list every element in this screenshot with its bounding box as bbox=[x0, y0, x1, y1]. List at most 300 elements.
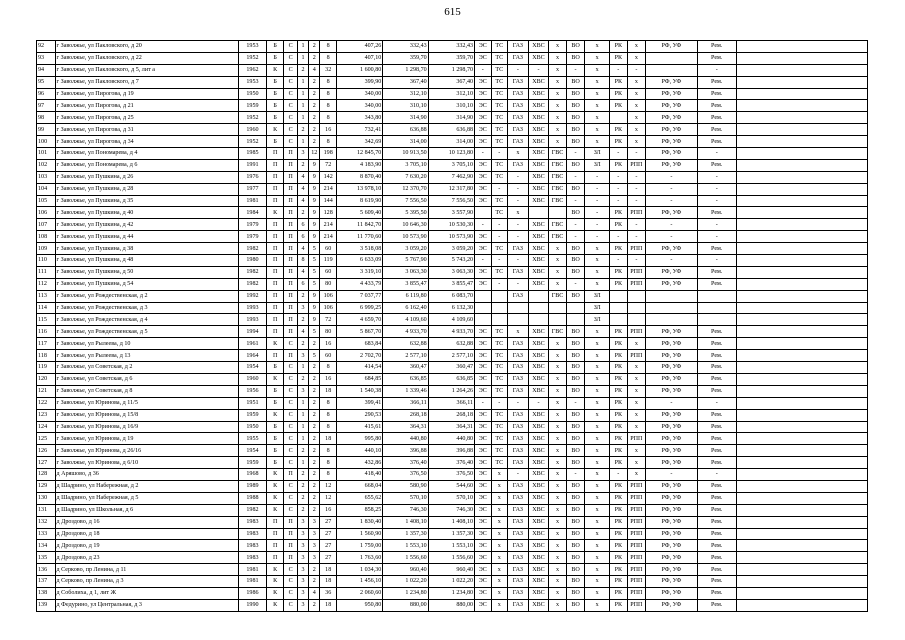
table-cell: ТС bbox=[491, 362, 507, 374]
table-cell: С bbox=[284, 385, 297, 397]
table-cell: К bbox=[266, 599, 284, 611]
table-cell: РФ, УФ bbox=[646, 76, 698, 88]
table-cell: Рем. bbox=[697, 528, 736, 540]
table-row bbox=[37, 41, 868, 53]
table-cell: Рем. bbox=[697, 41, 736, 53]
table-cell: - bbox=[610, 255, 628, 267]
table-cell: 1 556,60 bbox=[428, 552, 474, 564]
table-cell: 1994 bbox=[239, 326, 267, 338]
table-cell: ТС bbox=[491, 326, 507, 338]
table-cell: Рем. bbox=[697, 587, 736, 599]
table-cell: 198 bbox=[320, 148, 336, 160]
table-cell: 18 bbox=[320, 564, 336, 576]
table-cell: РК bbox=[610, 136, 628, 148]
table-cell: ГАЗ bbox=[508, 100, 529, 112]
table-cell: Б bbox=[266, 136, 284, 148]
table-cell: х bbox=[549, 480, 567, 492]
table-cell: 570,10 bbox=[383, 492, 428, 504]
table-cell: - bbox=[528, 64, 549, 76]
table-cell: ГВС bbox=[549, 231, 567, 243]
table-cell: ХВС bbox=[528, 338, 549, 350]
table-cell: х bbox=[585, 243, 610, 255]
table-cell: г Заволжье, ул Пушкина, д 48 bbox=[55, 255, 239, 267]
table-cell: х bbox=[585, 41, 610, 53]
table-cell bbox=[736, 52, 867, 64]
table-cell: ВО bbox=[566, 409, 585, 421]
table-cell: 9 bbox=[309, 219, 320, 231]
table-cell: 2 bbox=[309, 576, 320, 588]
table-cell: 636,85 bbox=[383, 373, 428, 385]
table-cell: 2 bbox=[309, 124, 320, 136]
table-cell bbox=[736, 171, 867, 183]
table-cell: - bbox=[697, 219, 736, 231]
table-cell: - bbox=[610, 195, 628, 207]
table-cell: - bbox=[508, 231, 529, 243]
table-cell: х bbox=[549, 136, 567, 148]
table-cell: ХВС bbox=[528, 326, 549, 338]
table-cell: П bbox=[284, 528, 297, 540]
table-cell: РФ, УФ bbox=[646, 41, 698, 53]
table-cell: - bbox=[697, 195, 736, 207]
table-cell: П bbox=[266, 314, 284, 326]
table-cell: ТС bbox=[491, 433, 507, 445]
table-cell: Рем. bbox=[697, 243, 736, 255]
table-cell: х bbox=[627, 445, 646, 457]
table-cell: - bbox=[508, 255, 529, 267]
table-cell bbox=[528, 207, 549, 219]
table-row bbox=[37, 314, 868, 326]
table-cell: х bbox=[585, 587, 610, 599]
table-cell: Б bbox=[266, 112, 284, 124]
table-cell: х bbox=[627, 469, 646, 481]
table-cell: 119 bbox=[37, 362, 56, 374]
table-row bbox=[37, 266, 868, 278]
table-cell: ТС bbox=[491, 159, 507, 171]
table-cell: 1952 bbox=[239, 136, 267, 148]
table-cell: - bbox=[491, 219, 507, 231]
table-cell: 2 bbox=[309, 112, 320, 124]
table-cell: - bbox=[697, 148, 736, 160]
table-cell: ГАЗ bbox=[508, 350, 529, 362]
table-cell: 312,10 bbox=[428, 88, 474, 100]
table-cell: ХВС bbox=[528, 599, 549, 611]
table-cell bbox=[736, 516, 867, 528]
table-row bbox=[37, 124, 868, 136]
table-cell: 2 bbox=[297, 124, 308, 136]
table-cell bbox=[736, 266, 867, 278]
table-cell: 104 bbox=[37, 183, 56, 195]
table-cell: РК bbox=[610, 326, 628, 338]
table-cell: 396,88 bbox=[383, 445, 428, 457]
table-cell: 3 bbox=[309, 516, 320, 528]
table-cell: 1 bbox=[297, 136, 308, 148]
table-cell: 3 059,20 bbox=[428, 243, 474, 255]
table-cell: - bbox=[610, 148, 628, 160]
table-cell bbox=[736, 41, 867, 53]
table-cell: 9 bbox=[309, 231, 320, 243]
table-cell: 4 bbox=[297, 195, 308, 207]
table-cell: Рем. bbox=[697, 112, 736, 124]
table-cell: 432,86 bbox=[336, 457, 382, 469]
table-cell: П bbox=[284, 195, 297, 207]
table-cell: 359,70 bbox=[383, 52, 428, 64]
table-cell: РПП bbox=[627, 564, 646, 576]
table-cell: ВО bbox=[566, 266, 585, 278]
table-cell: ТС bbox=[491, 112, 507, 124]
table-cell: х bbox=[585, 326, 610, 338]
table-cell: П bbox=[266, 540, 284, 552]
table-cell: 880,00 bbox=[428, 599, 474, 611]
table-cell: 1953 bbox=[239, 76, 267, 88]
table-cell: х bbox=[549, 88, 567, 100]
table-cell: д Дроздово, д 23 bbox=[55, 552, 239, 564]
table-cell: ТС bbox=[491, 100, 507, 112]
table-cell: - bbox=[566, 64, 585, 76]
table-cell: х bbox=[549, 469, 567, 481]
table-cell: ЭС bbox=[475, 587, 491, 599]
table-cell: 2 bbox=[297, 314, 308, 326]
table-cell bbox=[646, 290, 698, 302]
table-cell: ГАЗ bbox=[508, 540, 529, 552]
table-cell: ВО bbox=[566, 290, 585, 302]
table-cell: 1962 bbox=[239, 64, 267, 76]
table-cell: - bbox=[566, 195, 585, 207]
table-cell: г Заволжье, ул Пирогова, д 21 bbox=[55, 100, 239, 112]
table-cell: - bbox=[627, 195, 646, 207]
table-cell bbox=[697, 290, 736, 302]
table-row bbox=[37, 243, 868, 255]
table-cell: К bbox=[266, 469, 284, 481]
table-cell: 1 408,10 bbox=[428, 516, 474, 528]
table-row bbox=[37, 385, 868, 397]
table-cell: х bbox=[627, 373, 646, 385]
table-cell: ХВС bbox=[528, 195, 549, 207]
table-cell: 1 234,80 bbox=[428, 587, 474, 599]
table-cell: 214 bbox=[320, 183, 336, 195]
table-cell: ТС bbox=[491, 76, 507, 88]
table-cell: 142 bbox=[320, 171, 336, 183]
table-cell: 342,69 bbox=[336, 136, 382, 148]
table-cell: г Заволжье, ул Рождественская, д 3 bbox=[55, 302, 239, 314]
table-cell: 1989 bbox=[239, 480, 267, 492]
table-cell: РК bbox=[610, 52, 628, 64]
table-cell: х bbox=[491, 469, 507, 481]
table-cell: ГАЗ bbox=[508, 564, 529, 576]
table-cell bbox=[736, 231, 867, 243]
table-cell: х bbox=[585, 52, 610, 64]
table-cell: - bbox=[697, 183, 736, 195]
table-cell: 8 bbox=[320, 112, 336, 124]
table-cell: 636,88 bbox=[383, 124, 428, 136]
table-cell: г Заволжье, ул Юринова, д 16/9 bbox=[55, 421, 239, 433]
table-cell: х bbox=[627, 124, 646, 136]
table-cell: 1976 bbox=[239, 171, 267, 183]
table-cell: РФ, УФ bbox=[646, 528, 698, 540]
table-cell: П bbox=[266, 266, 284, 278]
table-cell: С bbox=[284, 445, 297, 457]
table-cell bbox=[736, 88, 867, 100]
table-cell: г Заволжье, ул Пушкина, д 38 bbox=[55, 243, 239, 255]
table-cell: - bbox=[566, 397, 585, 409]
table-cell: 1959 bbox=[239, 457, 267, 469]
table-cell: С bbox=[284, 100, 297, 112]
table-cell: 106 bbox=[320, 290, 336, 302]
table-cell: Рем. bbox=[697, 362, 736, 374]
table-cell: - bbox=[646, 255, 698, 267]
table-cell: П bbox=[284, 159, 297, 171]
table-cell: - bbox=[646, 219, 698, 231]
table-cell: х bbox=[585, 397, 610, 409]
table-cell: РПП bbox=[627, 552, 646, 564]
table-cell: 3 bbox=[297, 148, 308, 160]
table-cell: РК bbox=[610, 433, 628, 445]
table-cell: Рем. bbox=[697, 576, 736, 588]
table-cell: 12 bbox=[320, 492, 336, 504]
table-cell: 6 119,80 bbox=[383, 290, 428, 302]
table-cell: 8 bbox=[320, 445, 336, 457]
table-cell bbox=[736, 564, 867, 576]
table-cell: 2 bbox=[309, 385, 320, 397]
table-cell: ЭС bbox=[475, 576, 491, 588]
table-cell: ЭС bbox=[475, 492, 491, 504]
table-cell: 2 bbox=[309, 504, 320, 516]
table-cell: РК bbox=[610, 564, 628, 576]
table-cell bbox=[736, 397, 867, 409]
table-cell: х bbox=[549, 100, 567, 112]
table-cell: ЭС bbox=[475, 469, 491, 481]
table-cell bbox=[736, 100, 867, 112]
table-cell bbox=[549, 314, 567, 326]
table-cell: ВО bbox=[566, 41, 585, 53]
table-cell: С bbox=[284, 599, 297, 611]
table-cell: ТС bbox=[491, 445, 507, 457]
table-cell: П bbox=[284, 326, 297, 338]
table-cell: П bbox=[266, 171, 284, 183]
table-cell: 746,30 bbox=[428, 504, 474, 516]
table-cell: д Федурино, ул Центральная, д 3 bbox=[55, 599, 239, 611]
table-cell: Б bbox=[266, 385, 284, 397]
table-cell: 122 bbox=[37, 397, 56, 409]
table-cell: Рем. bbox=[697, 76, 736, 88]
table-cell: РК bbox=[610, 243, 628, 255]
table-cell: 1 553,10 bbox=[428, 540, 474, 552]
table-cell: х bbox=[627, 421, 646, 433]
table-cell: 1 264,26 bbox=[428, 385, 474, 397]
table-cell: 3 518,08 bbox=[336, 243, 382, 255]
table-cell: - bbox=[627, 171, 646, 183]
table-cell: 18 bbox=[320, 599, 336, 611]
table-cell: - bbox=[566, 469, 585, 481]
table-cell: х bbox=[627, 100, 646, 112]
table-cell: ТС bbox=[491, 338, 507, 350]
table-cell: 1 830,40 bbox=[336, 516, 382, 528]
table-cell: г Заволжье, ул Пушкина, д 40 bbox=[55, 207, 239, 219]
table-cell: - bbox=[491, 148, 507, 160]
table-cell: П bbox=[284, 255, 297, 267]
table-cell bbox=[646, 314, 698, 326]
table-cell: ЭС bbox=[475, 385, 491, 397]
table-cell: х bbox=[549, 278, 567, 290]
table-cell: РФ, УФ bbox=[646, 552, 698, 564]
table-cell: 6 633,09 bbox=[336, 255, 382, 267]
table-cell: 11 842,70 bbox=[336, 219, 382, 231]
table-row bbox=[37, 302, 868, 314]
table-cell: ВО bbox=[566, 112, 585, 124]
table-cell: ГАЗ bbox=[508, 124, 529, 136]
table-cell: - bbox=[585, 219, 610, 231]
table-cell: ЭС bbox=[475, 564, 491, 576]
table-cell: - bbox=[610, 231, 628, 243]
table-cell: 1960 bbox=[239, 373, 267, 385]
table-cell: РФ, УФ bbox=[646, 350, 698, 362]
table-cell: ХВС bbox=[528, 100, 549, 112]
table-cell: РК bbox=[610, 492, 628, 504]
table-cell: х bbox=[585, 100, 610, 112]
table-cell: ЭС bbox=[475, 362, 491, 374]
table-cell: П bbox=[266, 552, 284, 564]
table-cell: г Заволжье, ул Пушкина, д 26 bbox=[55, 171, 239, 183]
table-cell: РФ, УФ bbox=[646, 159, 698, 171]
table-cell: 960,40 bbox=[383, 564, 428, 576]
table-cell: 1981 bbox=[239, 576, 267, 588]
table-cell: х bbox=[585, 516, 610, 528]
table-cell: х bbox=[491, 599, 507, 611]
table-cell: ХВС bbox=[528, 136, 549, 148]
table-cell: 960,40 bbox=[428, 564, 474, 576]
table-cell: 360,47 bbox=[383, 362, 428, 374]
table-cell: х bbox=[585, 112, 610, 124]
table-cell: ГВС bbox=[549, 159, 567, 171]
table-cell: 135 bbox=[37, 552, 56, 564]
table-row bbox=[37, 576, 868, 588]
table-cell bbox=[566, 314, 585, 326]
table-cell: х bbox=[585, 457, 610, 469]
table-cell: ВО bbox=[566, 243, 585, 255]
table-cell: С bbox=[284, 124, 297, 136]
table-cell: г Заволжье, ул Советская, д 2 bbox=[55, 362, 239, 374]
table-cell: ГАЗ bbox=[508, 552, 529, 564]
table-cell: ГАЗ bbox=[508, 587, 529, 599]
table-cell: 8 bbox=[320, 457, 336, 469]
table-cell: Рем. bbox=[697, 552, 736, 564]
table-cell: 1982 bbox=[239, 504, 267, 516]
table-cell: К bbox=[266, 64, 284, 76]
table-cell: 5 bbox=[309, 266, 320, 278]
table-cell: 115 bbox=[37, 314, 56, 326]
table-cell: - bbox=[491, 183, 507, 195]
table-cell: ХВС bbox=[528, 278, 549, 290]
table-cell: 2 bbox=[297, 207, 308, 219]
table-cell: 10 646,30 bbox=[383, 219, 428, 231]
table-cell: ХВС bbox=[528, 88, 549, 100]
table-cell: Рем. bbox=[697, 433, 736, 445]
table-cell: ЭС bbox=[475, 231, 491, 243]
table-cell: 3 855,47 bbox=[428, 278, 474, 290]
table-cell: РК bbox=[610, 278, 628, 290]
table-cell: ЗЛ bbox=[585, 302, 610, 314]
table-cell: 1 540,38 bbox=[336, 385, 382, 397]
table-cell: 36 bbox=[320, 587, 336, 599]
table-cell: ТС bbox=[491, 195, 507, 207]
table-cell: - bbox=[508, 219, 529, 231]
table-cell: 1985 bbox=[239, 148, 267, 160]
table-cell: - bbox=[508, 469, 529, 481]
table-cell bbox=[736, 480, 867, 492]
table-cell: ХВС bbox=[528, 409, 549, 421]
table-cell: 99 bbox=[37, 124, 56, 136]
table-cell: РФ, УФ bbox=[646, 576, 698, 588]
table-cell: Рем. bbox=[697, 421, 736, 433]
table-cell: С bbox=[284, 76, 297, 88]
table-cell: 100 bbox=[37, 136, 56, 148]
table-cell: РПП bbox=[627, 207, 646, 219]
table-cell bbox=[610, 290, 628, 302]
table-cell: д Шадрино, ул Набережная, д 2 bbox=[55, 480, 239, 492]
table-cell: 314,00 bbox=[383, 136, 428, 148]
table-cell: РПП bbox=[627, 576, 646, 588]
table-row bbox=[37, 171, 868, 183]
table-cell: ГВС bbox=[549, 195, 567, 207]
table-cell: - bbox=[610, 469, 628, 481]
housing-register-table bbox=[36, 40, 868, 612]
table-row bbox=[37, 278, 868, 290]
table-cell: 121 bbox=[37, 385, 56, 397]
table-cell: РФ, УФ bbox=[646, 564, 698, 576]
table-cell: х bbox=[585, 480, 610, 492]
table-cell: х bbox=[585, 469, 610, 481]
table-cell: 1982 bbox=[239, 266, 267, 278]
table-cell: РПП bbox=[627, 350, 646, 362]
table-cell bbox=[549, 302, 567, 314]
table-cell bbox=[736, 195, 867, 207]
table-cell: С bbox=[284, 88, 297, 100]
table-cell: х bbox=[549, 587, 567, 599]
table-cell: х bbox=[585, 136, 610, 148]
table-cell: ХВС bbox=[528, 433, 549, 445]
table-cell: х bbox=[627, 385, 646, 397]
table-cell: 1991 bbox=[239, 159, 267, 171]
table-cell: К bbox=[266, 409, 284, 421]
table-cell: - bbox=[475, 148, 491, 160]
table-cell: д Шадрино, ул Набережная, д 5 bbox=[55, 492, 239, 504]
table-cell: ХВС bbox=[528, 516, 549, 528]
table-cell: 16 bbox=[320, 124, 336, 136]
table-cell: 366,11 bbox=[383, 397, 428, 409]
table-cell: 1 bbox=[297, 433, 308, 445]
table-cell: 2 bbox=[309, 397, 320, 409]
table-cell: х bbox=[585, 76, 610, 88]
table-cell: - bbox=[627, 255, 646, 267]
table-cell: ХВС bbox=[528, 231, 549, 243]
table-cell: 128 bbox=[320, 207, 336, 219]
table-cell: 9 bbox=[309, 302, 320, 314]
table-row bbox=[37, 255, 868, 267]
table-cell: 10 913,50 bbox=[383, 148, 428, 160]
table-cell: С bbox=[284, 41, 297, 53]
table-cell: 1 298,70 bbox=[428, 64, 474, 76]
table-cell: РК bbox=[610, 504, 628, 516]
table-cell: 310,10 bbox=[383, 100, 428, 112]
table-cell: х bbox=[549, 564, 567, 576]
table-cell: х bbox=[491, 564, 507, 576]
table-cell: ЗЛ bbox=[585, 314, 610, 326]
table-cell: 2 bbox=[309, 433, 320, 445]
table-cell: 632,88 bbox=[383, 338, 428, 350]
table-cell: г Заволжье, ул Рылеева, д 13 bbox=[55, 350, 239, 362]
table-cell: ГАЗ bbox=[508, 266, 529, 278]
table-cell: ГАЗ bbox=[508, 492, 529, 504]
table-cell: Рем. bbox=[697, 564, 736, 576]
